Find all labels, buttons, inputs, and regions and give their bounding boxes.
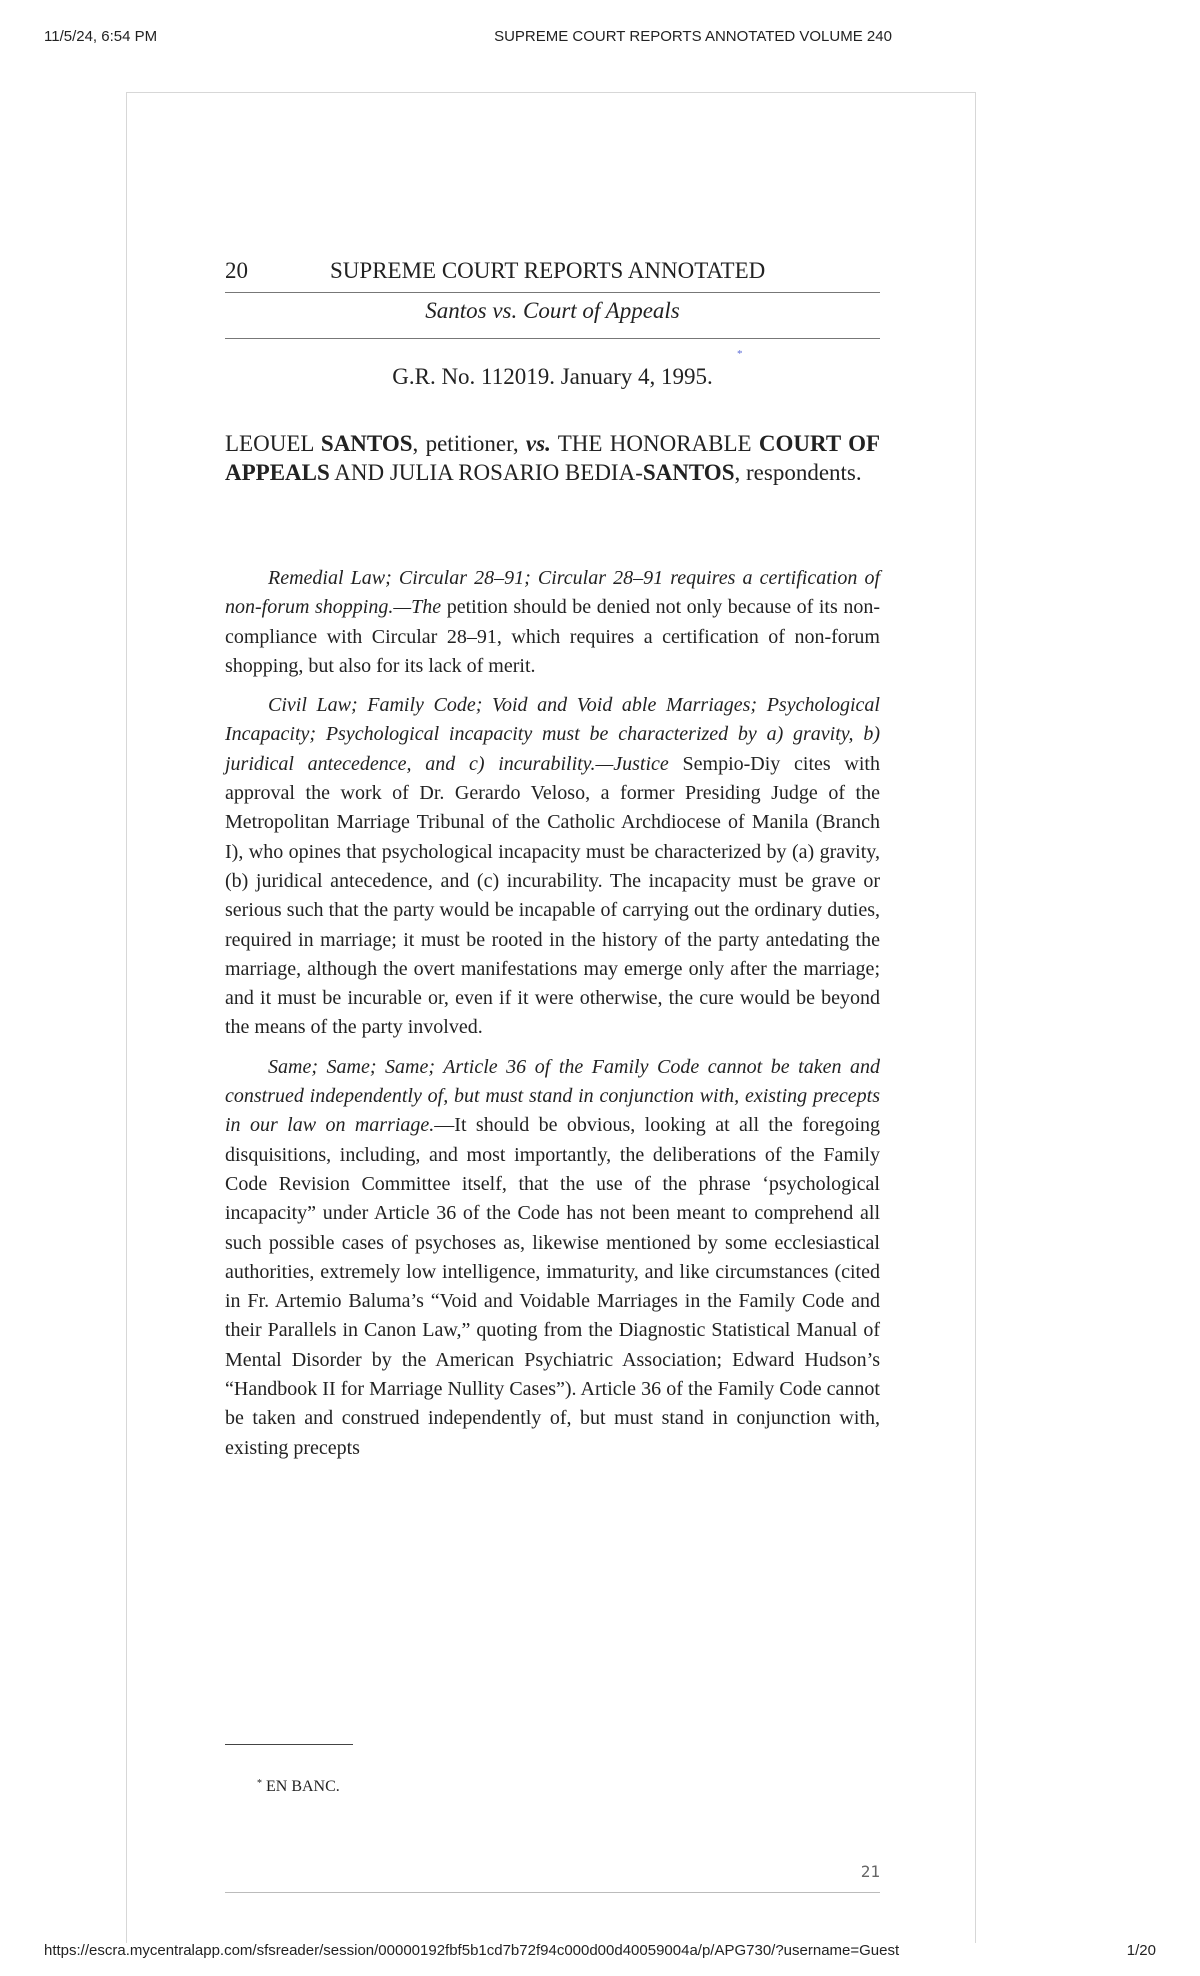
next-page-header: [225, 1862, 880, 1893]
respondent-court: COURT OF APPEALS: [225, 431, 881, 485]
print-footer: [0, 1942, 1200, 1966]
syllabus-body: —It should be obvious, looking at all the foregoing disquisitions, including, and most importantly, the deliberations of the Family Code Revision Committee itself, that the use of the phrase ‘psychological incapacity” under Article 36 of the Code has not been meant to comprehend all such possible cases of psychoses as, likewise mentioned by some ecclesiastical authorities, extremely low intelligence, immaturity, and like circumstances (cited in Fr. Artemio Baluma’s “Void and Voidable Marriages in the Family Code and their Parallels in Canon Law,” quoting from the Diagnostic Statistical Manual of Mental Disorder by the American Psychiatric Association; Edward Hudson’s “Handbook II for Marriage Nullity Cases”). Article 36 of the Family Code cannot be taken and construed independently of, but must stand in conjunction with, existing precepts: [225, 1114, 881, 1459]
respondent-honorific: THE HONORABLE: [557, 431, 752, 456]
page-number: 20: [225, 258, 248, 283]
syllabus-heading: Civil Law; Family Code; Void and Void able Marriages; Psychological Incapacity; Psychological incapacity must be characterized by a) gravity, b) juridical antecedence, and c) incurability.—Justice: [225, 694, 880, 775]
syllabus-heading: Same; Same; Same; Article 36 of the Family Code cannot be taken and construed independently of, but must stand in conjunction with, existing precepts in our law on marriage.: [225, 1055, 880, 1137]
petitioner-surname: SANTOS: [320, 431, 413, 456]
footnote-link[interactable]: *: [737, 348, 743, 360]
respondent-name: AND JULIA ROSARIO BEDIA-: [334, 460, 643, 485]
versus: vs.: [525, 431, 551, 456]
syllabus-paragraph: [225, 1053, 880, 1463]
syllabus-paragraph: [225, 564, 880, 681]
publication-title: SUPREME COURT REPORTS ANNOTATED: [330, 258, 766, 283]
case-short-title: [225, 298, 880, 339]
print-header: [0, 28, 1200, 52]
respondent-role: , respondents.: [734, 460, 862, 485]
gr-number-line: G.R. No. 112019. January 4, 1995.: [392, 364, 713, 389]
syllabus-body: Sempio-Diy cites with approval the work of Dr. Gerardo Veloso, a former Presiding Judge of the Metropolitan Marriage Tribunal of the Catholic Archdiocese of Manila (Branch I), who opines that psychological incapacity must be characterized by (a) gravity, (b) juridical antecedence, and (c) incurability. The incapacity must be grave or serious such that the party would be incapable of carrying out the ordinary duties, required in marriage; it must be rooted in the history of the party antedating the marriage, although the overt manifestations may emerge only after the marriage; and it must be incurable or, even if it were otherwise, the cure would be beyond the means of the party involved.: [225, 752, 880, 1039]
petitioner-role: , petitioner,: [412, 431, 519, 456]
case-parties: [225, 429, 880, 487]
syllabi: [225, 564, 880, 1473]
print-url: https://escra.mycentralapp.com/sfsreader/session/00000192fbf5b1cd7b72f94c000d00d40059004a/p/APG730/?username=Guest: [44, 1942, 900, 1959]
footnote-divider: [225, 1744, 353, 1745]
next-page-number: 21: [860, 1862, 880, 1881]
respondent-surname: SANTOS: [642, 460, 735, 485]
footnote: [257, 1778, 340, 1796]
print-datetime: 11/5/24, 6:54 PM: [44, 28, 158, 45]
syllabus-body: petition should be denied not only because of its non-compliance with Circular 28–91, which requires a certification of non-forum shopping, but also for its lack of merit.: [225, 596, 880, 677]
print-page-indicator: 1/20: [1126, 1942, 1156, 1959]
syllabus-paragraph: [225, 691, 880, 1043]
running-head: [225, 258, 880, 293]
case-short-title-text: Santos vs. Court of Appeals: [425, 298, 680, 323]
footnote-marker: *: [257, 1778, 262, 1789]
syllabus-heading: Remedial Law; Circular 28–91; Circular 28–91 requires a certification of non-forum shopping.—The: [225, 567, 880, 619]
footnote-text: EN BANC.: [266, 1778, 340, 1795]
petitioner-first-name: LEOUEL: [225, 431, 314, 456]
print-document-title: SUPREME COURT REPORTS ANNOTATED VOLUME 240: [494, 28, 892, 45]
